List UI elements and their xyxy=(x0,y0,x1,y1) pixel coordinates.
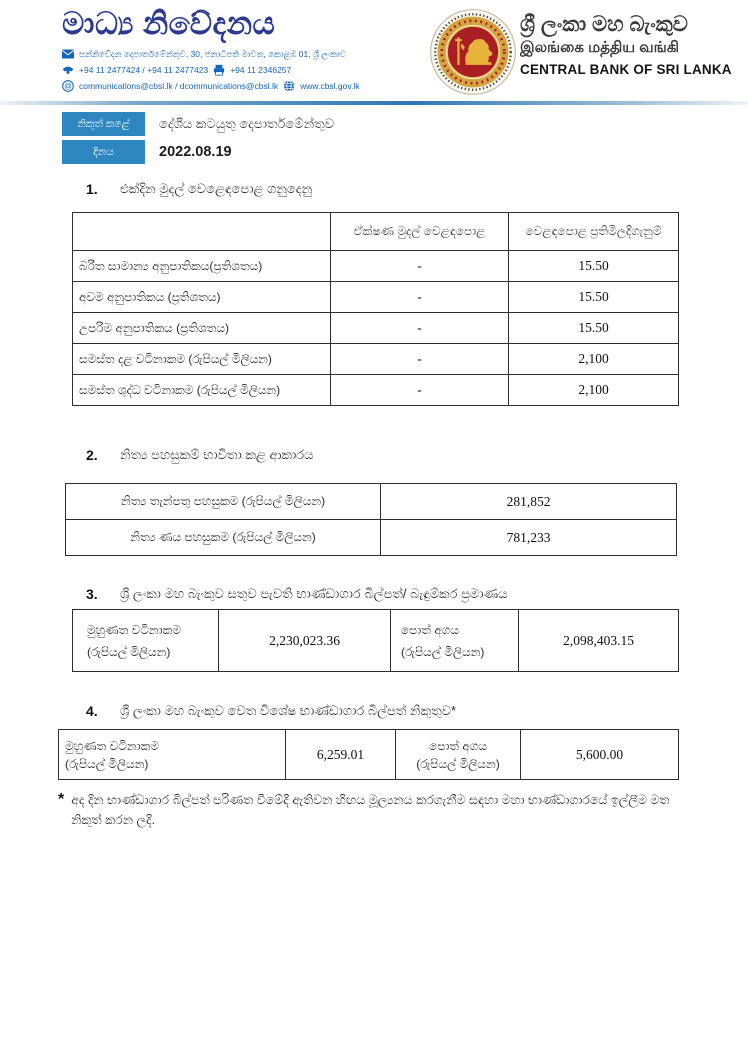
section-2-number: 2. xyxy=(86,447,98,463)
t1-row3-label: උපරිම අනුපාතිකය (ප්‍රතිශතය) xyxy=(73,313,331,344)
globe-icon xyxy=(283,80,295,92)
phone-icon xyxy=(62,64,74,76)
treasury-holdings-table xyxy=(72,609,679,672)
release-meta xyxy=(62,112,334,168)
t3-book-value-label xyxy=(391,610,519,672)
date-chip: දිනය xyxy=(62,140,145,164)
section-2-heading xyxy=(86,447,313,463)
section-2-title: නිත්‍ය පහසුකම් භාවිතා කළ ආකාරය xyxy=(120,447,314,462)
website-url[interactable]: www.cbsl.gov.lk xyxy=(300,81,360,91)
t2-lending-value: 781,233 xyxy=(381,520,677,556)
t4-book-value-label xyxy=(396,730,521,780)
special-treasury-bill-table xyxy=(58,729,679,780)
t3-book-value-line2: (රුපියල් මිලියන) xyxy=(401,644,485,659)
table-row xyxy=(73,344,679,375)
contact-block xyxy=(62,46,360,94)
t4-face-value: 6,259.01 xyxy=(286,730,396,780)
t1-call-market-header: ඒක්ෂණ මුදල් වෙළඳපොළ xyxy=(331,213,509,251)
section-3-number: 3. xyxy=(86,586,98,602)
section-1-heading xyxy=(86,181,312,197)
media-release-title: මාධ්‍ය නිවේදනය xyxy=(62,6,276,41)
issued-by-chip: නිකුත් කළේ xyxy=(62,112,145,136)
t1-row1-repo: 15.50 xyxy=(509,251,679,282)
table-row xyxy=(73,282,679,313)
contact-email-line xyxy=(62,78,360,94)
t1-row3-repo: 15.50 xyxy=(509,313,679,344)
footnote-text: අද දින භාණ්ඩාගාර බිල්පත් පරිණත වීමේදී ඇතිවන හිඟය මූල්‍යනය කරගැනීම සඳහා මහා භාණ්ඩාගාරයේ ඉල්ලීම මත නිකුත් කරන ලදි. xyxy=(71,793,670,827)
t1-corner-cell xyxy=(73,213,331,251)
footnote xyxy=(58,790,694,830)
table-row xyxy=(73,610,679,672)
contact-phone-line xyxy=(62,62,360,78)
t1-row5-call: - xyxy=(331,375,509,406)
t1-row3-call: - xyxy=(331,313,509,344)
contact-address-line xyxy=(62,46,360,62)
svg-text:@: @ xyxy=(64,81,72,91)
section-4-number: 4. xyxy=(86,703,98,719)
t1-row5-repo: 2,100 xyxy=(509,375,679,406)
phone-numbers: +94 11 2477424 / +94 11 2477423 xyxy=(79,65,209,75)
t4-face-value-line2: (රුපියල් මිලියන) xyxy=(65,756,149,771)
t2-deposit-label: නිත්‍ය තැන්පතු පහසුකම (රුපියල් මිලියන) xyxy=(66,484,381,520)
t3-face-value-line1: මුහුණත වටිනාකම xyxy=(87,622,181,637)
table-row xyxy=(73,375,679,406)
table-row xyxy=(66,484,677,520)
t1-row1-call: - xyxy=(331,251,509,282)
table-row xyxy=(59,730,679,780)
t4-book-value-line2: (රුපියල් මිලියන) xyxy=(416,756,500,771)
t1-row1-label: බරිත සාමාන්‍ය අනුපාතිකය(ප්‍රතිශතය) xyxy=(73,251,331,282)
section-4-title: ශ්‍රී ලංකා මහ බැංකුව වෙත විශේෂ භාණ්ඩාගාර බිල්පත් නිකුතුව* xyxy=(120,703,457,718)
cbsl-seal-logo xyxy=(427,5,519,99)
t2-deposit-value: 281,852 xyxy=(381,484,677,520)
date-row xyxy=(62,140,334,164)
section-1-number: 1. xyxy=(86,181,98,197)
t1-row5-label: සමස්ත ශුද්ධ වටිනාකම (රුපියල් මිලියන) xyxy=(73,375,331,406)
section-4-heading xyxy=(86,703,456,719)
t3-face-value: 2,230,023.36 xyxy=(219,610,391,672)
bank-name-english: CENTRAL BANK OF SRI LANKA xyxy=(520,62,732,77)
bank-name-tamil: இலங்கை மத்திய வங்கி xyxy=(520,39,680,56)
t4-face-value-line1: මුහුණත වටිනාකම xyxy=(65,738,159,753)
t1-row4-call: - xyxy=(331,344,509,375)
table-row xyxy=(73,251,679,282)
section-1-title: එක්දින මුදල් වෙළෙඳපොළ ගනුදෙනු xyxy=(120,181,313,196)
bank-name-block xyxy=(520,13,732,77)
release-date: 2022.08.19 xyxy=(159,144,232,160)
t4-book-value-line1: පොත් අගය xyxy=(429,738,487,753)
issued-by-value: දේශීය කටයුතු දෙපාර්තමේන්තුව xyxy=(159,116,335,131)
email-addresses[interactable]: communications@cbsl.lk / dcommunications@cbsl.lk xyxy=(79,81,279,91)
standing-facilities-table xyxy=(65,483,677,556)
fax-printer-icon xyxy=(213,64,225,76)
footnote-asterisk: * xyxy=(58,791,65,808)
t4-book-value: 5,600.00 xyxy=(521,730,679,780)
envelope-icon xyxy=(62,48,74,60)
section-3-title: ශ්‍රී ලංකා මහ බැංකුව සතුව පැවති භාණ්ඩාගාර බිල්පත්/ බැඳුම්කර ප්‍රමාණය xyxy=(120,586,508,601)
t3-face-value-label xyxy=(73,610,219,672)
t3-book-value-line1: පොත් අගය xyxy=(401,622,459,637)
t3-book-value: 2,098,403.15 xyxy=(519,610,679,672)
header-divider-line xyxy=(0,101,748,105)
t3-face-value-line2: (රුපියල් මිලියන) xyxy=(87,644,171,659)
t1-row4-repo: 2,100 xyxy=(509,344,679,375)
issued-by-row xyxy=(62,112,334,136)
t1-row4-label: සමස්ත දළ වටිනාකම (රුපියල් මිලියන) xyxy=(73,344,331,375)
section-3-heading xyxy=(86,586,507,602)
fax-number: +94 11 2346257 xyxy=(230,65,292,75)
t1-repo-header: වෙළඳපොළ ප්‍රතිමිලදීගැනුම් xyxy=(509,213,679,251)
t4-face-value-label xyxy=(59,730,286,780)
t1-row2-call: - xyxy=(331,282,509,313)
money-market-table xyxy=(72,212,679,406)
bank-name-sinhala: ශ්‍රී ලංකා මහ බැංකුව xyxy=(520,13,688,36)
t1-row2-label: අවම අනුපාතිකය (ප්‍රතිශතය) xyxy=(73,282,331,313)
address-text: සන්නිවේදන දෙපාර්තමේන්තුව, 30, ජනාධිපති මාවත, කොළඹ 01, ශ්‍රී ලංකාව xyxy=(79,48,346,59)
t2-lending-label: නිත්‍ය ණය පහසුකම (රුපියල් මිලියන) xyxy=(66,520,381,556)
table-row xyxy=(73,313,679,344)
at-icon xyxy=(62,80,74,92)
table-row xyxy=(66,520,677,556)
t1-row2-repo: 15.50 xyxy=(509,282,679,313)
